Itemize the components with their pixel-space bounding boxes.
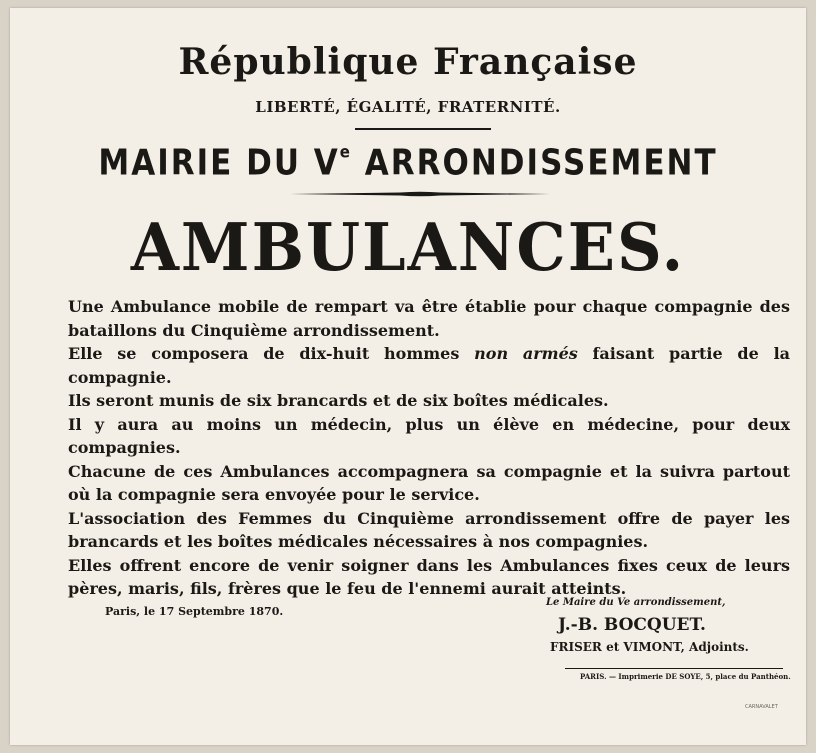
paragraph-3: Ils seront munis de six brancards et de six boîtes médicales. — [68, 391, 609, 410]
paragraph-2-start: Elle se composera de dix-huit hommes — [68, 344, 475, 363]
collection-stamp: CARNAVALET — [745, 704, 778, 710]
signature-deputies: FRISER et VIMONT, Adjoints. — [550, 640, 749, 654]
paragraph-2 — [68, 342, 790, 389]
paragraph-2-emphasis: non armés — [474, 344, 578, 363]
poster-sheet — [10, 8, 806, 745]
mairie-suffix: ARRONDISSEMENT — [351, 142, 718, 184]
paragraph-2-end: faisant partie de la compagnie. — [68, 344, 791, 387]
ornamental-rule — [290, 191, 550, 197]
poster-headline: AMBULANCES. — [130, 209, 686, 286]
paragraph-5: Chacune de ces Ambulances accompagnera sa compagnie et la suivra partout où la compagnie sera envoyée pour le service. — [68, 461, 790, 504]
poster-date: Paris, le 17 Septembre 1870. — [105, 605, 284, 618]
signature-title: Le Maire du Ve arrondissement, — [546, 597, 726, 608]
paragraph-1: Une Ambulance mobile de rempart va être établie pour chaque compagnie des bataillons du Cinquième arrondissement. — [68, 297, 790, 340]
paragraph-4: Il y aura au moins un médecin, plus un élève en médecine, pour deux compagnies. — [68, 414, 790, 457]
poster-motto: LIBERTÉ, ÉGALITÉ, FRATERNITÉ. — [255, 98, 561, 116]
mairie-superscript: e — [339, 140, 352, 162]
printer-imprint: PARIS. — Imprimerie DE SOYE, 5, place du Panthéon. — [580, 672, 791, 681]
paragraph-6: L'association des Femmes du Cinquième arrondissement offre de payer les brancards et les boîtes médicales nécessaires à nos compagnies. — [68, 508, 790, 551]
mairie-prefix: MAIRIE DU V — [98, 142, 340, 184]
poster-body — [68, 295, 790, 601]
divider-rule — [355, 128, 491, 130]
signature-name: J.-B. BOCQUET. — [558, 615, 706, 635]
mairie-heading — [10, 142, 806, 183]
paragraph-7: Elles offrent encore de venir soigner dans les Ambulances fixes ceux de leurs pères, maris, fils, frères que le feu de l'ennemi aurait atteints. — [68, 555, 790, 598]
poster-title: République Française — [178, 41, 638, 83]
imprint-rule — [565, 668, 783, 669]
